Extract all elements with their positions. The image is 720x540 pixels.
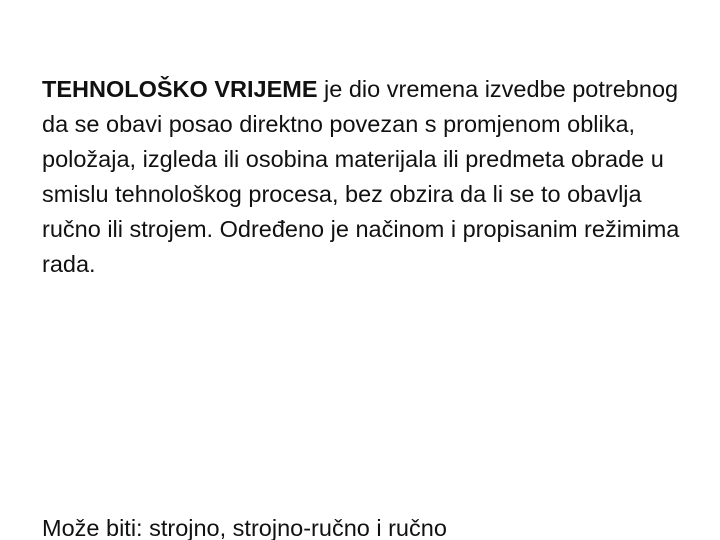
definition-line-6: rada. xyxy=(42,251,96,277)
definition-line-5: ručno ili strojem. Određeno je načinom i propisanim režimima xyxy=(42,216,680,242)
definition-line-2: da se obavi posao direktno povezan s promjenom oblika, xyxy=(42,111,636,137)
definition-line-3: položaja, izgleda ili osobina materijala ili predmeta obrade u xyxy=(42,146,664,172)
definition-line-1 xyxy=(42,72,692,107)
types-line: Može biti: strojno, strojno-ručno i ručno xyxy=(42,515,447,540)
definition-line-1-text: je dio vremena izvedbe potrebnog xyxy=(317,76,679,102)
definition-line-4: smislu tehnološkog procesa, bez obzira da li se to obavlja xyxy=(42,181,642,207)
definition-text xyxy=(42,72,692,282)
defined-term: TEHNOLOŠKO VRIJEME xyxy=(42,76,318,102)
